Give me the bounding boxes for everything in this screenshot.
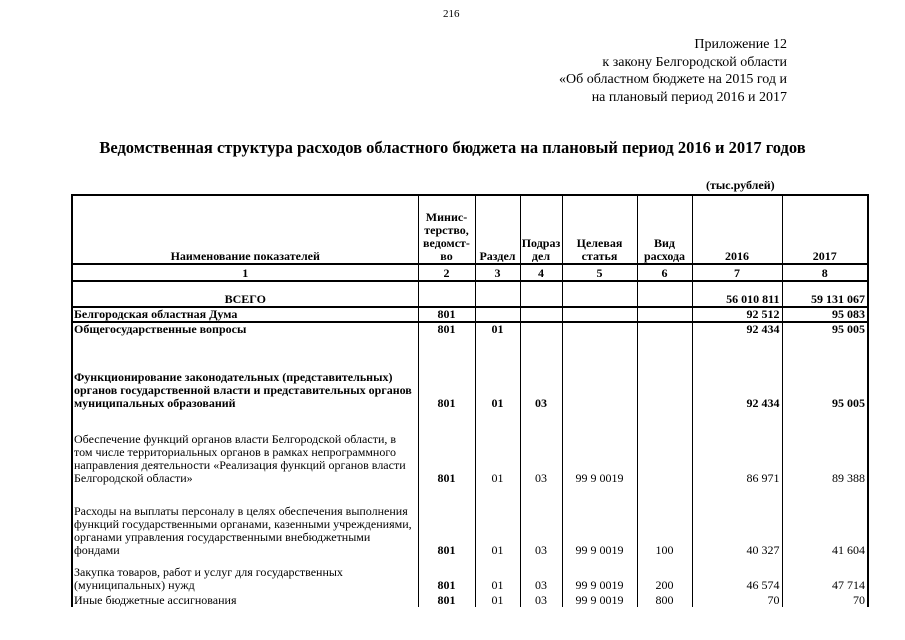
row-type — [637, 340, 692, 410]
row-section: 01 — [475, 410, 520, 485]
row-subsection — [520, 307, 562, 322]
col-header-type: Вид расхода — [637, 195, 692, 264]
row-target: 99 9 0019 — [562, 485, 637, 557]
column-number: 2 — [418, 264, 475, 281]
row-name: Белгородская областная Дума — [72, 307, 418, 322]
row-target — [562, 322, 637, 340]
row-name: Обеспечение функций органов власти Белгородской области, в том числе территориальных органов в рамках непрограммного направления деятельности «Реализация функций органов власти Белгородской области» — [72, 410, 418, 485]
row-subsection: 03 — [520, 485, 562, 557]
total-row — [72, 281, 868, 307]
row-subsection: 03 — [520, 410, 562, 485]
appendix-line: к закону Белгородской области — [602, 54, 787, 70]
row-2016: 92 434 — [692, 340, 782, 410]
row-section — [475, 307, 520, 322]
row-subsection — [520, 322, 562, 340]
row-subsection: 03 — [520, 557, 562, 592]
table-row — [72, 307, 868, 322]
row-2017: 89 388 — [782, 410, 868, 485]
row-ministry: 801 — [418, 557, 475, 592]
budget-table — [71, 194, 869, 607]
column-number: 7 — [692, 264, 782, 281]
row-type: 200 — [637, 557, 692, 592]
row-name: Расходы на выплаты персоналу в целях обеспечения выполнения функций государственными органами, казенными учреждениями, органами управления государственными внебюджетными фондами — [72, 485, 418, 557]
row-2017: 95 005 — [782, 340, 868, 410]
table-row — [72, 410, 868, 485]
row-ministry: 801 — [418, 322, 475, 340]
col-header-subsection: Подраз дел — [520, 195, 562, 264]
page-number: 216 — [443, 8, 460, 20]
col-header-section: Раздел — [475, 195, 520, 264]
row-name: Функционирование законодательных (представительных) органов государственной власти и представительных органов муниципальных образований — [72, 340, 418, 410]
appendix-header — [457, 36, 787, 106]
row-name: Иные бюджетные ассигнования — [72, 592, 418, 607]
row-subsection: 03 — [520, 592, 562, 607]
appendix-line: «Об областном бюджете на 2015 год и — [559, 72, 787, 87]
row-2016: 92 512 — [692, 307, 782, 322]
table-row — [72, 485, 868, 557]
column-number: 1 — [72, 264, 418, 281]
row-ministry: 801 — [418, 485, 475, 557]
row-section: 01 — [475, 322, 520, 340]
row-type — [637, 307, 692, 322]
appendix-line: Приложение 12 — [694, 37, 787, 52]
table-row — [72, 340, 868, 410]
row-target: 99 9 0019 — [562, 557, 637, 592]
row-name: Закупка товаров, работ и услуг для государственных (муниципальных) нужд — [72, 557, 418, 592]
row-2016: 46 574 — [692, 557, 782, 592]
col-header-2017: 2017 — [782, 195, 868, 264]
column-number: 8 — [782, 264, 868, 281]
row-ministry: 801 — [418, 340, 475, 410]
row-type: 100 — [637, 485, 692, 557]
units-label: (тыс.рублей) — [706, 178, 775, 192]
column-number-row — [72, 264, 868, 281]
row-section: 01 — [475, 485, 520, 557]
row-2016: 92 434 — [692, 322, 782, 340]
table-row — [72, 322, 868, 340]
row-2017: 95 083 — [782, 307, 868, 322]
header-row — [72, 195, 868, 264]
row-type — [637, 322, 692, 340]
row-2016: 40 327 — [692, 485, 782, 557]
row-ministry: 801 — [418, 307, 475, 322]
row-section: 01 — [475, 340, 520, 410]
row-name: Общегосударственные вопросы — [72, 322, 418, 340]
appendix-line: на плановый период 2016 и 2017 — [591, 89, 787, 105]
row-section: 01 — [475, 592, 520, 607]
page-title: Ведомственная структура расходов областного бюджета на плановый период 2016 и 2017 годов — [99, 138, 806, 157]
col-header-name: Наименование показателей — [72, 195, 418, 264]
total-2016: 56 010 811 — [692, 281, 782, 307]
col-header-2016: 2016 — [692, 195, 782, 264]
table-row — [72, 557, 868, 592]
row-2017: 70 — [782, 592, 868, 607]
row-2016: 86 971 — [692, 410, 782, 485]
row-2017: 95 005 — [782, 322, 868, 340]
row-target: 99 9 0019 — [562, 410, 637, 485]
row-target — [562, 307, 637, 322]
row-target — [562, 340, 637, 410]
total-label: ВСЕГО — [72, 281, 418, 307]
row-ministry: 801 — [418, 592, 475, 607]
row-type — [637, 410, 692, 485]
column-number: 5 — [562, 264, 637, 281]
row-2017: 47 714 — [782, 557, 868, 592]
col-header-ministry: Минис-терство, ведомст-во — [418, 195, 475, 264]
col-header-target: Целевая статья — [562, 195, 637, 264]
column-number: 4 — [520, 264, 562, 281]
row-ministry: 801 — [418, 410, 475, 485]
total-2017: 59 131 067 — [782, 281, 868, 307]
column-number: 6 — [637, 264, 692, 281]
row-2016: 70 — [692, 592, 782, 607]
column-number: 3 — [475, 264, 520, 281]
row-subsection: 03 — [520, 340, 562, 410]
row-section: 01 — [475, 557, 520, 592]
row-2017: 41 604 — [782, 485, 868, 557]
table-row — [72, 592, 868, 607]
row-target: 99 9 0019 — [562, 592, 637, 607]
row-type: 800 — [637, 592, 692, 607]
